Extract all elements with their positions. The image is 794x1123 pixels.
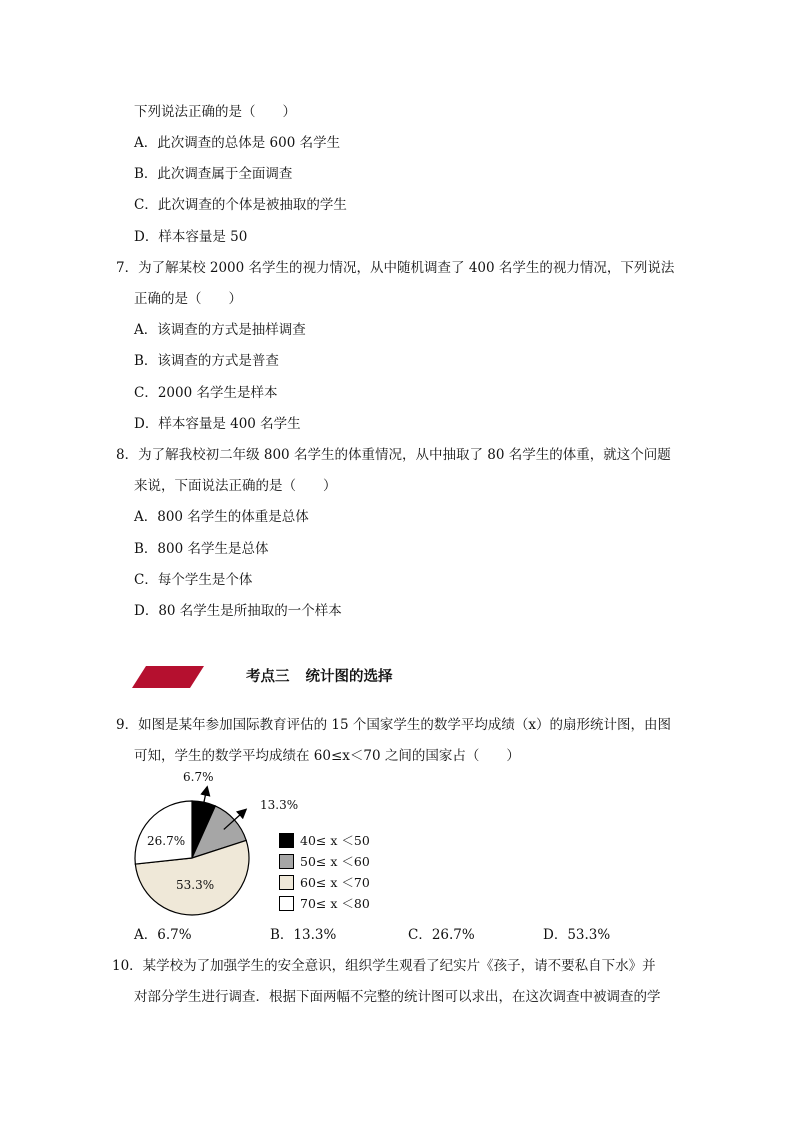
slice-label-60-70: 53.3% [176, 878, 215, 892]
q8-option-c: C．每个学生是个体 [134, 572, 253, 588]
q9-stem-line2: 可知，学生的数学平均成绩在 60≤x＜70 之间的国家占（ ） [134, 748, 520, 764]
legend-label-60-70: 60≤ x ＜70 [300, 875, 370, 890]
q9-stem-line1 [116, 715, 671, 735]
q6-stem-tail: 下列说法正确的是（ ） [134, 104, 296, 120]
q9-answer-b: B．13.3% [270, 927, 337, 943]
legend-item-70-80 [279, 893, 370, 914]
q7-option-a: A．该调查的方式是抽样调查 [134, 322, 306, 338]
pie-slice-70-80 [135, 801, 192, 864]
legend-swatch-50-60 [279, 854, 294, 869]
q6-option-d: D．样本容量是 50 [134, 229, 248, 245]
q9-answer-c: C．26.7% [408, 927, 475, 943]
legend-label-50-60: 50≤ x ＜60 [300, 854, 370, 869]
section-banner-parallelogram [132, 666, 204, 688]
q9-answer-d: D．53.3% [543, 927, 611, 943]
q9-stem-line1-text: 9．如图是某年参加国际教育评估的 15 个国家学生的数学平均成绩（x）的扇形统计图，由图 [116, 717, 671, 733]
q7-option-c: C．2000 名学生是样本 [134, 385, 278, 401]
legend-swatch-70-80 [279, 896, 294, 911]
legend-item-40-50 [279, 830, 370, 851]
q8-option-d: D．80 名学生是所抽取的一个样本 [134, 603, 342, 619]
q7-option-b: B．该调查的方式是普查 [134, 353, 279, 369]
q6-option-b: B．此次调查属于全面调查 [134, 166, 293, 182]
q6-option-c: C．此次调查的个体是被抽取的学生 [134, 197, 347, 213]
section-heading [246, 667, 409, 687]
slice-label-50-60: 13.3% [260, 798, 299, 812]
q7-option-d: D．样本容量是 400 名学生 [134, 416, 301, 432]
q6-option-a: A．此次调查的总体是 600 名学生 [134, 135, 341, 151]
q8-option-b: B．800 名学生是总体 [134, 541, 269, 557]
q10-stem-line1: 10．某学校为了加强学生的安全意识，组织学生观看了纪实片《孩子，请不要私自下水》并 [112, 958, 656, 974]
q8-stem-line1: 8．为了解我校初二年级 800 名学生的体重情况，从中抽取了 80 名学生的体重，就这个问题 [116, 447, 671, 463]
q7-stem-line2: 正确的是（ ） [134, 291, 242, 307]
slice-label-70-80: 26.7% [147, 834, 186, 848]
slice-label-40-50: 6.7% [183, 770, 214, 784]
legend-label-40-50: 40≤ x ＜50 [300, 833, 370, 848]
q10-stem-line2: 对部分学生进行调查．根据下面两幅不完整的统计图可以求出，在这次调查中被调查的学 [134, 989, 661, 1005]
chart-legend [279, 830, 370, 914]
section-title: 统计图的选择 [305, 669, 393, 685]
legend-item-60-70 [279, 872, 370, 893]
legend-swatch-40-50 [279, 833, 294, 848]
q8-stem-line2: 来说，下面说法正确的是（ ） [134, 478, 337, 494]
section-label: 考点三 [246, 669, 290, 685]
q8-option-a: A．800 名学生的体重是总体 [134, 509, 309, 525]
legend-label-70-80: 70≤ x ＜80 [300, 896, 370, 911]
q9-answer-a: A．6.7% [134, 927, 192, 943]
legend-item-50-60 [279, 851, 370, 872]
q7-stem-line1: 7．为了解某校 2000 名学生的视力情况，从中随机调查了 400 名学生的视力情况，下列说法 [116, 260, 675, 276]
legend-swatch-60-70 [279, 875, 294, 890]
